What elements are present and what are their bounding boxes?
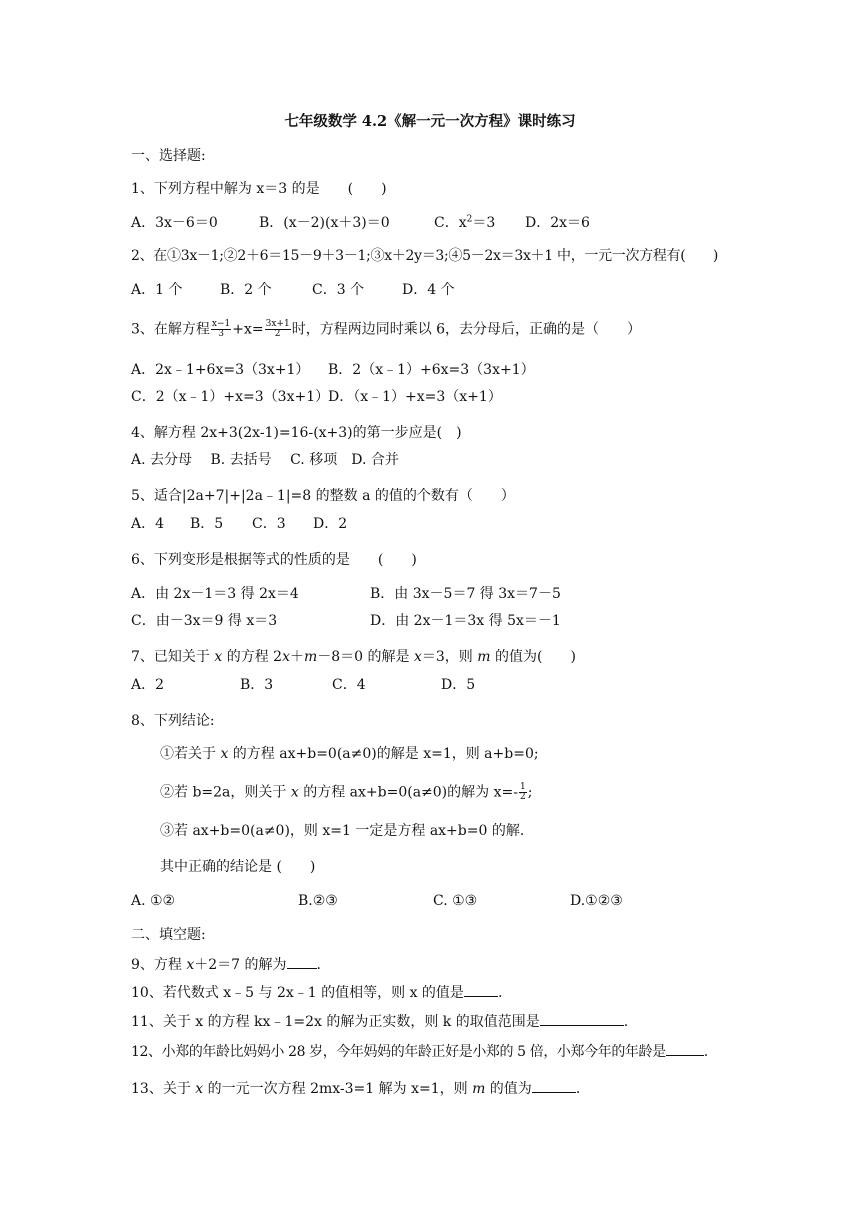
question-8-option-d: D.①②③	[570, 893, 623, 909]
question-9: 9、方程 x＋2＝7 的解为 .	[131, 954, 321, 974]
question-1-option-d: D．2x＝6	[525, 215, 590, 231]
question-3-option-c: C．2（x﹣1）+x=3（3x+1）	[131, 389, 330, 405]
fraction-2: $\frac{3x+1}{2}$	[265, 319, 290, 339]
fraction-half: $\frac{1}{2}$	[519, 782, 526, 802]
question-1-option-c: C．$x^2=3$	[434, 214, 496, 231]
question-13: 13、关于 x 的一元一次方程 2mx-3=1 解为 x=1，则 m 的值为 .	[131, 1078, 580, 1098]
question-8-option-a: A. ①②	[131, 893, 176, 909]
answer-blank[interactable]	[287, 954, 317, 969]
question-1-option-a: A．3x－6＝0	[131, 215, 218, 231]
question-6-option-d: D．由 2x－1＝3x 得 5x＝－1	[370, 613, 561, 629]
answer-blank[interactable]	[532, 1078, 576, 1093]
question-2-option-b: B．2 个	[220, 282, 272, 298]
question-8-option-b: B.②③	[298, 893, 338, 909]
question-8-statement-2: ②若 b=2a，则关于 x 的方程 ax+b=0(a≠0)的解为 x=- $\frac{1}{2}$ ;	[160, 782, 533, 802]
section-heading-choice: 一、选择题:	[131, 148, 206, 164]
question-7-option-c: C．4	[332, 677, 366, 693]
question-8-conclusion: 其中正确的结论是 ( )	[160, 859, 316, 875]
question-1-stem: 1、下列方程中解为 x＝3 的是 ( )	[131, 181, 387, 197]
question-2-option-c: C．3 个	[312, 282, 365, 298]
question-11: 11、关于 x 的方程 kx﹣1=2x 的解为正实数，则 k 的取值范围是 .	[131, 1011, 628, 1031]
question-1-option-b: B．(x－2)(x＋3)＝0	[259, 215, 390, 231]
section-heading-fill: 二、填空题:	[131, 927, 206, 943]
question-5-option-a: A．4	[131, 516, 165, 532]
question-4-options: A. 去分母 B. 去括号 C. 移项 D. 合并	[131, 452, 399, 468]
question-6-option-a: A．由 2x－1＝3 得 2x＝4	[131, 586, 299, 602]
question-8-option-c: C. ①③	[433, 893, 478, 909]
question-6-stem: 6、下列变形是根据等式的性质的是 ( )	[131, 552, 417, 568]
question-7-option-b: B．3	[240, 677, 274, 693]
answer-blank[interactable]	[464, 982, 498, 997]
question-3-option-d: D．（x﹣1）+x=3（x+1）	[328, 389, 502, 405]
question-2-option-d: D．4 个	[402, 282, 455, 298]
question-3-stem: 3、在解方程 $\frac{x-1}{3}$ +x= $\frac{3x+1}{2}$ 时，方程两边同时乘以 6，去分母后，正确的是（ ）	[131, 319, 642, 339]
question-12: 12、小郑的年龄比妈妈小 28 岁，今年妈妈的年龄正好是小郑的 5 倍，小郑今年的年龄是 .	[131, 1041, 708, 1061]
question-2-stem: 2、在①3x－1;②2＋6＝15－9＋3－1;③x＋2y＝3;④5－2x＝3x＋1 中，一元一次方程有( )	[131, 248, 719, 264]
question-5-stem: 5、适合|2a+7|+|2a﹣1|=8 的整数 a 的值的个数有（ ）	[131, 488, 515, 504]
question-7-option-a: A．2	[131, 677, 165, 693]
question-4-stem: 4、解方程 2x+3(2x-1)=16-(x+3)的第一步应是( )	[131, 425, 462, 441]
question-6-option-b: B．由 3x－5＝7 得 3x＝7－5	[370, 586, 561, 602]
question-10: 10、若代数式 x﹣5 与 2x﹣1 的值相等，则 x 的值是 .	[131, 982, 502, 1002]
question-7-option-d: D．5	[441, 677, 476, 693]
page-title: 七年级数学 4.2《解一元一次方程》课时练习	[284, 113, 576, 130]
question-2-option-a: A．1 个	[131, 282, 183, 298]
question-8-stem: 8、下列结论:	[131, 713, 215, 729]
question-5-option-d: D．2	[313, 516, 348, 532]
question-3-option-a: A．2x﹣1+6x=3（3x+1）	[131, 362, 310, 378]
fraction-1: $\frac{x-1}{3}$	[211, 319, 231, 339]
question-7-stem: 7、已知关于 x 的方程 2x＋m－8＝0 的解是 x＝3，则 m 的值为( )	[131, 649, 576, 665]
question-3-option-b: B．2（x﹣1）+6x=3（3x+1）	[328, 362, 535, 378]
question-8-statement-3: ③若 ax+b=0(a≠0)，则 x=1 一定是方程 ax+b=0 的解.	[160, 823, 525, 839]
question-8-statement-1: ①若关于 x 的方程 ax+b=0(a≠0)的解是 x=1，则 a+b=0;	[160, 746, 539, 762]
question-5-option-c: C．3	[252, 516, 286, 532]
question-6-option-c: C．由－3x＝9 得 x＝3	[131, 613, 278, 629]
answer-blank[interactable]	[540, 1011, 624, 1026]
answer-blank[interactable]	[666, 1041, 704, 1056]
question-5-option-b: B．5	[190, 516, 224, 532]
